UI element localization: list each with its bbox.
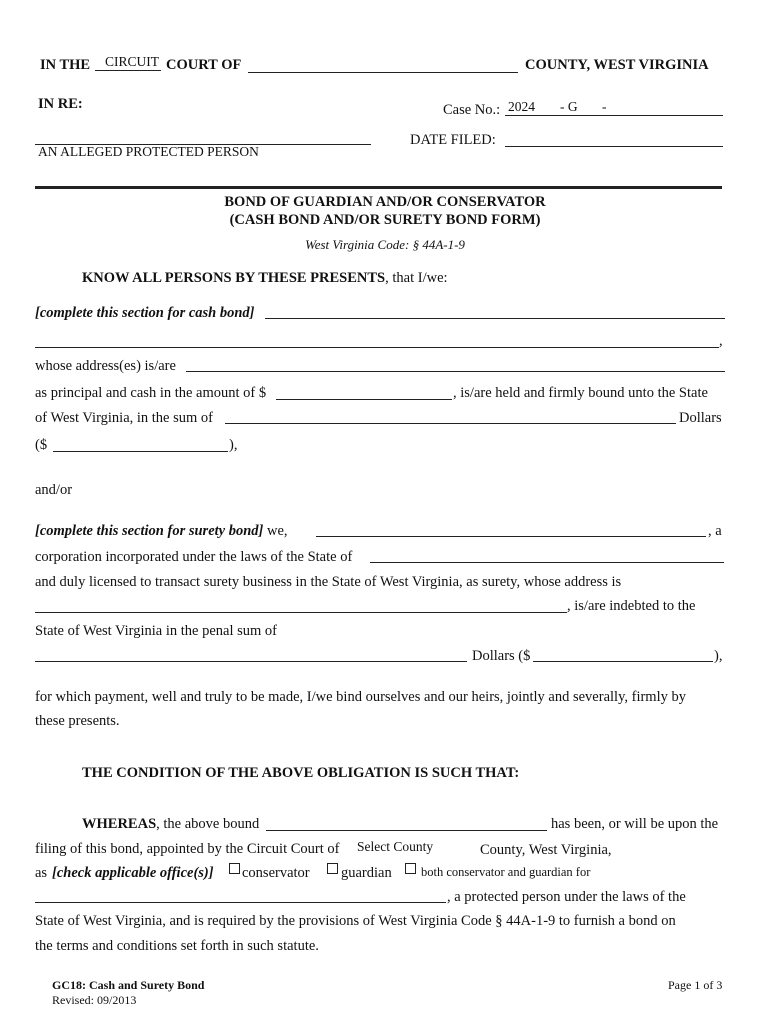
- penal-sum-words-field[interactable]: [35, 645, 467, 662]
- indebted-text: , is/are indebted to the: [567, 598, 696, 614]
- court-of-label: COURT OF: [166, 57, 242, 73]
- form-subtitle: (CASH BOND AND/OR SURETY BOND FORM): [229, 212, 541, 228]
- as-label: as: [35, 865, 48, 881]
- in-re-label: IN RE:: [38, 96, 83, 112]
- conservator-option-label: conservator: [242, 865, 310, 881]
- held-bound-text: , is/are held and firmly bound unto the State: [453, 385, 708, 401]
- form-title: BOND OF GUARDIAN AND/OR CONSERVATOR: [224, 194, 546, 210]
- know-all-rest: , that I/we:: [385, 270, 448, 286]
- both-checkbox[interactable]: [405, 863, 416, 874]
- in-the-label: IN THE: [40, 57, 91, 73]
- for-which-payment-text: for which payment, well and truly to be made, I/we bind ourselves and our heirs, jointly and severally, firmly by: [35, 689, 686, 705]
- cash-principal-name-cont-field[interactable]: [35, 331, 719, 348]
- dollars-label: Dollars: [679, 410, 722, 426]
- know-all-line: [82, 271, 448, 286]
- whereas-rest: , the above bound: [156, 816, 260, 832]
- cash-address-field[interactable]: [186, 355, 725, 372]
- county-state-label: COUNTY, WEST VIRGINIA: [525, 57, 709, 73]
- both-option-label: both conservator and guardian for: [421, 865, 591, 879]
- cash-sum-figures-field[interactable]: [53, 435, 228, 452]
- paren-close: ),: [229, 437, 238, 453]
- has-been-text: has been, or will be upon the: [551, 816, 719, 832]
- condition-heading: THE CONDITION OF THE ABOVE OBLIGATION IS SUCH THAT:: [82, 765, 520, 781]
- cash-principal-name-field[interactable]: [265, 302, 725, 319]
- protected-person-caption: AN ALLEGED PROTECTED PERSON: [38, 144, 259, 159]
- protected-person-name-field[interactable]: [35, 128, 371, 145]
- code-reference: West Virginia Code: § 44A-1-9: [305, 237, 465, 252]
- date-filed-label: DATE FILED:: [410, 132, 496, 148]
- date-filed-field[interactable]: [505, 130, 723, 147]
- title-divider: [35, 186, 722, 189]
- whereas-line: [82, 817, 259, 832]
- county-select-value: Select County: [357, 839, 434, 854]
- surety-address-field[interactable]: [35, 596, 567, 613]
- page-indicator: Page 1 of 3: [668, 978, 723, 992]
- case-type-value: - G: [560, 99, 578, 114]
- form-code: GC18: [52, 978, 82, 992]
- paren-close-2: ),: [714, 648, 723, 664]
- whose-address-label: whose address(es) is/are: [35, 358, 176, 374]
- bound-person-field[interactable]: [266, 814, 547, 831]
- these-presents-text: these presents.: [35, 713, 120, 729]
- court-type-field[interactable]: [95, 54, 161, 71]
- dollars-paren-label: Dollars ($: [472, 648, 531, 664]
- cash-section-label: [complete this section for cash bond]: [35, 305, 255, 321]
- we-text: we,: [267, 523, 288, 539]
- surety-section-label: [complete this section for surety bond]: [35, 523, 264, 539]
- conservator-checkbox[interactable]: [229, 863, 240, 874]
- county-name-field[interactable]: [248, 56, 518, 73]
- county-select-dropdown[interactable]: [354, 838, 478, 855]
- guardian-option-label: guardian: [341, 865, 392, 881]
- guardian-checkbox[interactable]: [327, 863, 338, 874]
- penal-sum-label: State of West Virginia in the penal sum of: [35, 623, 278, 639]
- comma-text: ,: [719, 333, 723, 349]
- case-year-value: 2024: [508, 99, 535, 114]
- penal-sum-figures-field[interactable]: [533, 645, 713, 662]
- comma-a-text: , a: [708, 523, 722, 539]
- cash-sum-words-field[interactable]: [225, 407, 676, 424]
- case-number-dash: -: [602, 99, 607, 114]
- case-number-field[interactable]: [505, 99, 723, 116]
- case-number-label: Case No.:: [443, 102, 501, 118]
- revised-date: Revised: 09/2013: [52, 993, 137, 1007]
- paren-dollar-open: ($: [35, 437, 48, 453]
- corporation-label: corporation incorporated under the laws of the State of: [35, 549, 353, 565]
- and-or-text: and/or: [35, 482, 73, 498]
- court-type-value: CIRCUIT: [105, 54, 159, 69]
- know-all-bold: KNOW ALL PERSONS BY THESE PRESENTS: [82, 270, 386, 286]
- whereas-bold: WHEREAS: [82, 816, 157, 832]
- incorporation-state-field[interactable]: [370, 546, 724, 563]
- principal-cash-label: as principal and cash in the amount of $: [35, 385, 267, 401]
- surety-name-field[interactable]: [316, 520, 706, 537]
- protected-person-field[interactable]: [35, 886, 446, 903]
- form-id-line: [52, 979, 204, 991]
- of-wv-sum-label: of West Virginia, in the sum of: [35, 410, 213, 426]
- surety-line: [35, 524, 288, 539]
- filing-of-bond-text: filing of this bond, appointed by the Circuit Court of: [35, 841, 340, 857]
- terms-conditions-text: the terms and conditions set forth in such statute.: [35, 938, 319, 954]
- county-wv-text: County, West Virginia,: [480, 842, 612, 858]
- check-offices-label: [check applicable office(s)]: [52, 865, 214, 881]
- state-required-text: State of West Virginia, and is required by the provisions of West Virginia Code § 44A-1-9 to furnish a bond on: [35, 913, 676, 929]
- duly-licensed-text: and duly licensed to transact surety business in the State of West Virginia, as surety, whose address is: [35, 574, 622, 590]
- form-name: : Cash and Surety Bond: [82, 978, 205, 992]
- cash-amount-field[interactable]: [276, 383, 452, 400]
- protected-person-laws-text: , a protected person under the laws of the: [447, 889, 686, 905]
